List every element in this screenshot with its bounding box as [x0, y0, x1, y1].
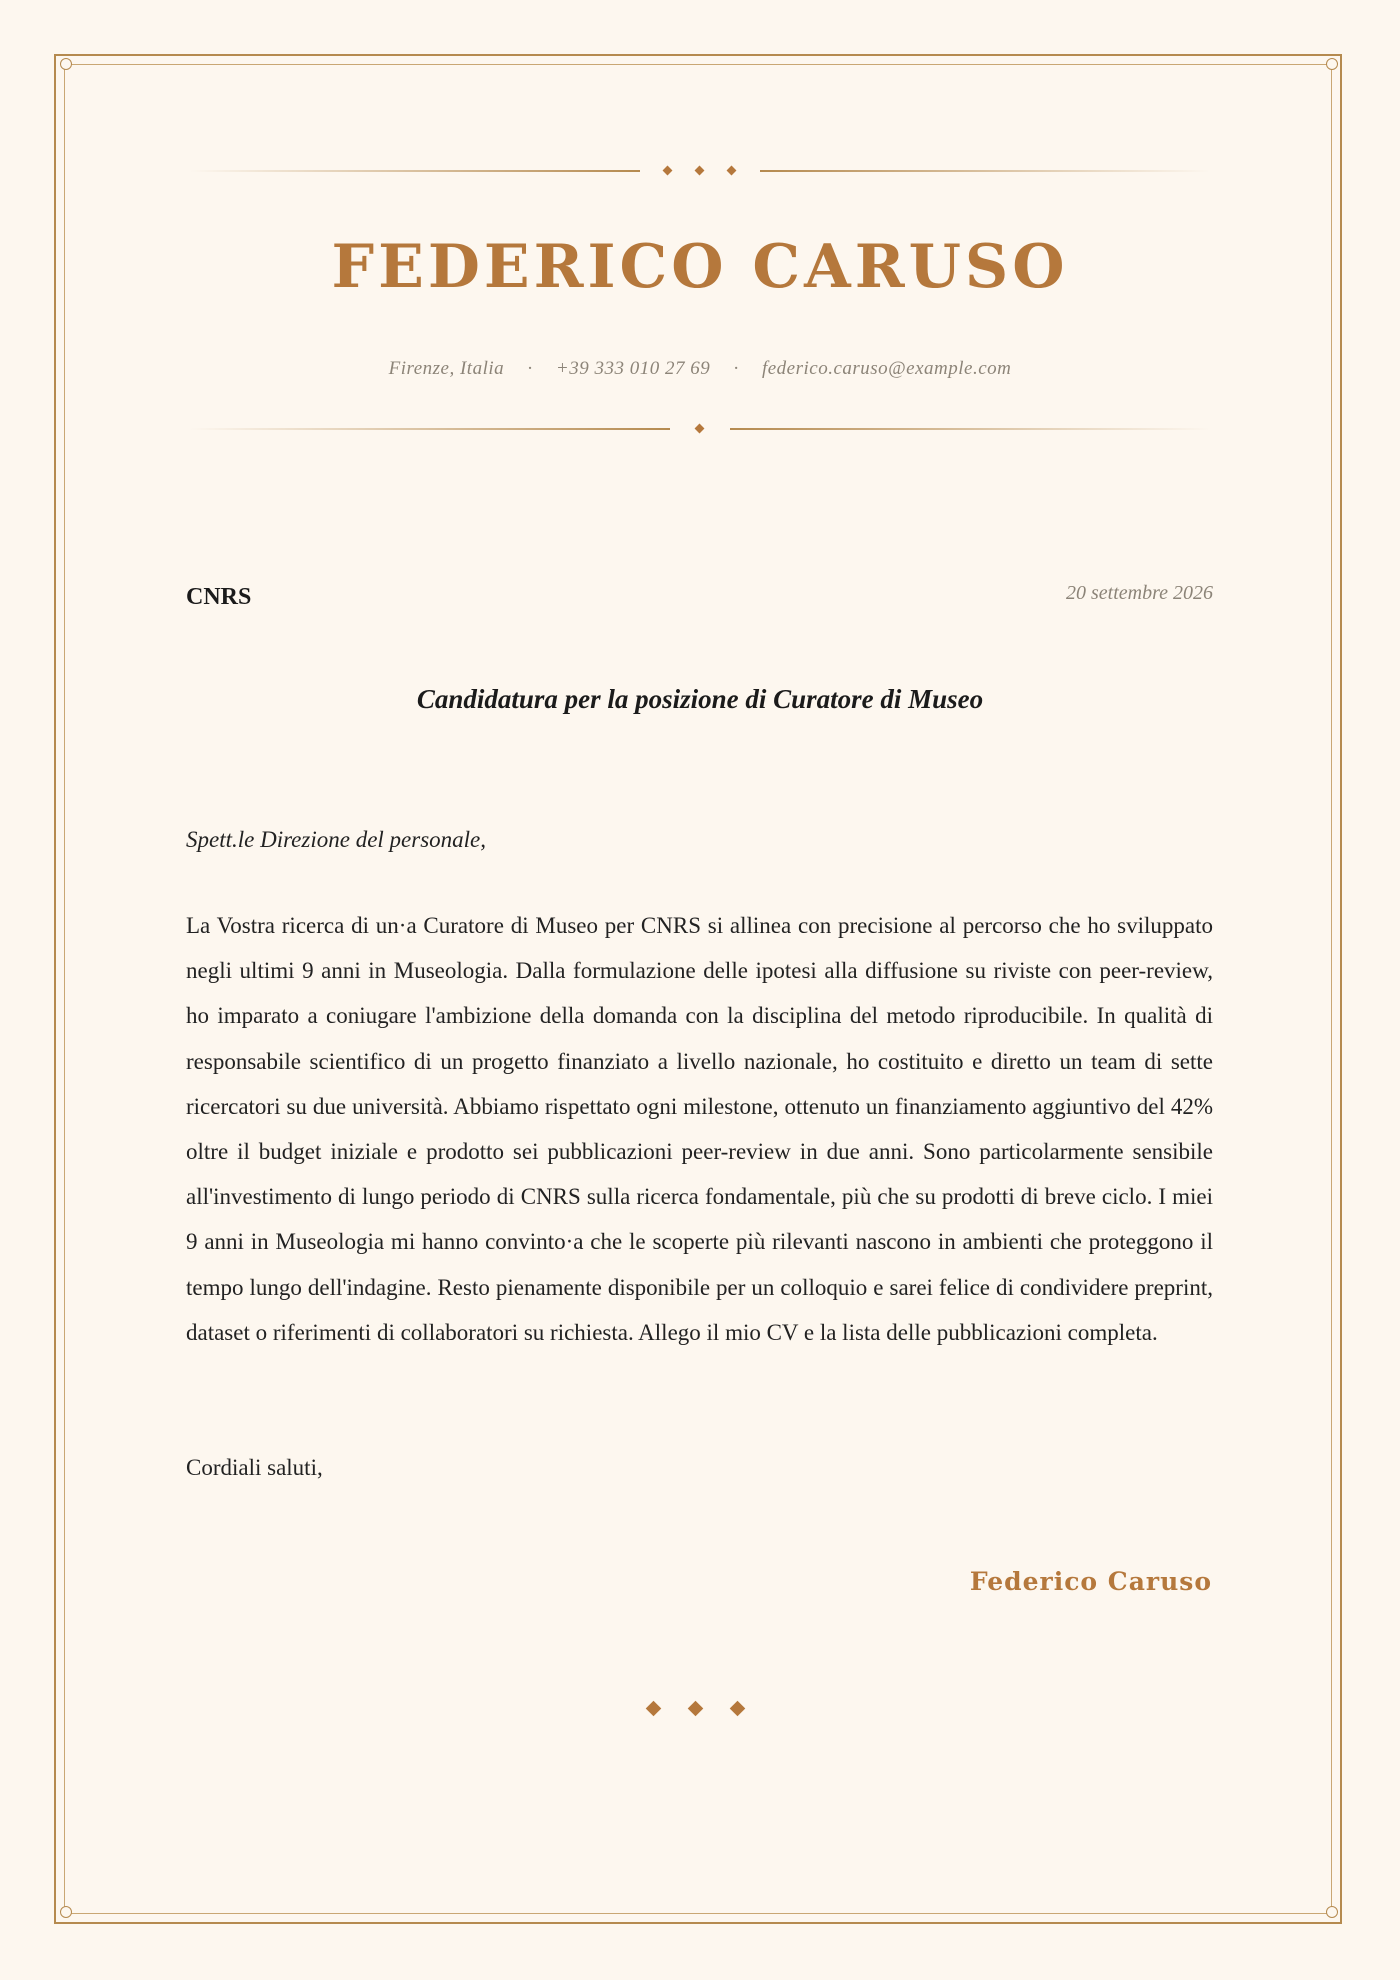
salutation: Spett.le Direzione del personale,	[186, 827, 486, 852]
closing: Cordiali saluti,	[186, 1455, 323, 1480]
top-rule-right	[760, 170, 1210, 172]
corner-circle-icon	[1326, 1906, 1338, 1918]
top-rule-left	[190, 170, 640, 172]
corner-circle-icon	[60, 58, 72, 70]
letter-body: La Vostra ricerca di un·a Curatore di Museo per CNRS si allinea con precisione al percorso che ho sviluppato negli ultimi 9 anni in Museologia. Dalla formulazione delle ipotesi alla diffusione su riviste con peer-review, ho imparato a coniugare l'ambizione della domanda con la disciplina del metodo riproducibile. In qualità di responsabile scientifico di un progetto finanziato a livello nazionale, ho costituito e diretto un team di sette ricercatori su due università. Abbiamo rispettato ogni milestone, ottenuto un finanziamento aggiuntivo del 42% oltre il budget iniziale e prodotto sei pubblicazioni peer-review in due anni. Sono particolarmente sensibile all'investimento di lungo periodo di CNRS sulla ricerca fondamentale, più che su prodotti di breve ciclo. I miei 9 anni in Museologia mi hanno convinto·a che le scoperte più rilevanti nascono in ambienti che proteggono il tempo lungo dell'indagine. Resto pienamente disponibile per un colloquio e sarei felice di condividere preprint, dataset o riferimenti di collaboratori su richiesta. Allego il mio CV e la lista delle pubblicazioni completa.	[186, 913, 1213, 1345]
signature: Federico Caruso	[969, 1567, 1212, 1596]
contact-email[interactable]: federico.caruso@example.com	[761, 358, 1012, 379]
contact-line	[0, 358, 1400, 380]
letter-subject: Candidatura per la posizione di Curatore di Museo	[416, 684, 984, 714]
recipient: CNRS	[186, 584, 252, 610]
contact-city: Firenze, Italia	[388, 358, 505, 379]
corner-circle-icon	[60, 1906, 72, 1918]
contact-separator: ·	[733, 358, 739, 379]
applicant-name: FEDERICO CARUSO	[331, 232, 1069, 302]
header-rule-right	[730, 428, 1210, 430]
corner-circle-icon	[1326, 58, 1338, 70]
header-rule-left	[190, 428, 670, 430]
letter-date: 20 settembre 2026	[1065, 582, 1213, 604]
contact-phone: +39 333 010 27 69	[555, 358, 711, 379]
contact-separator: ·	[527, 358, 533, 379]
